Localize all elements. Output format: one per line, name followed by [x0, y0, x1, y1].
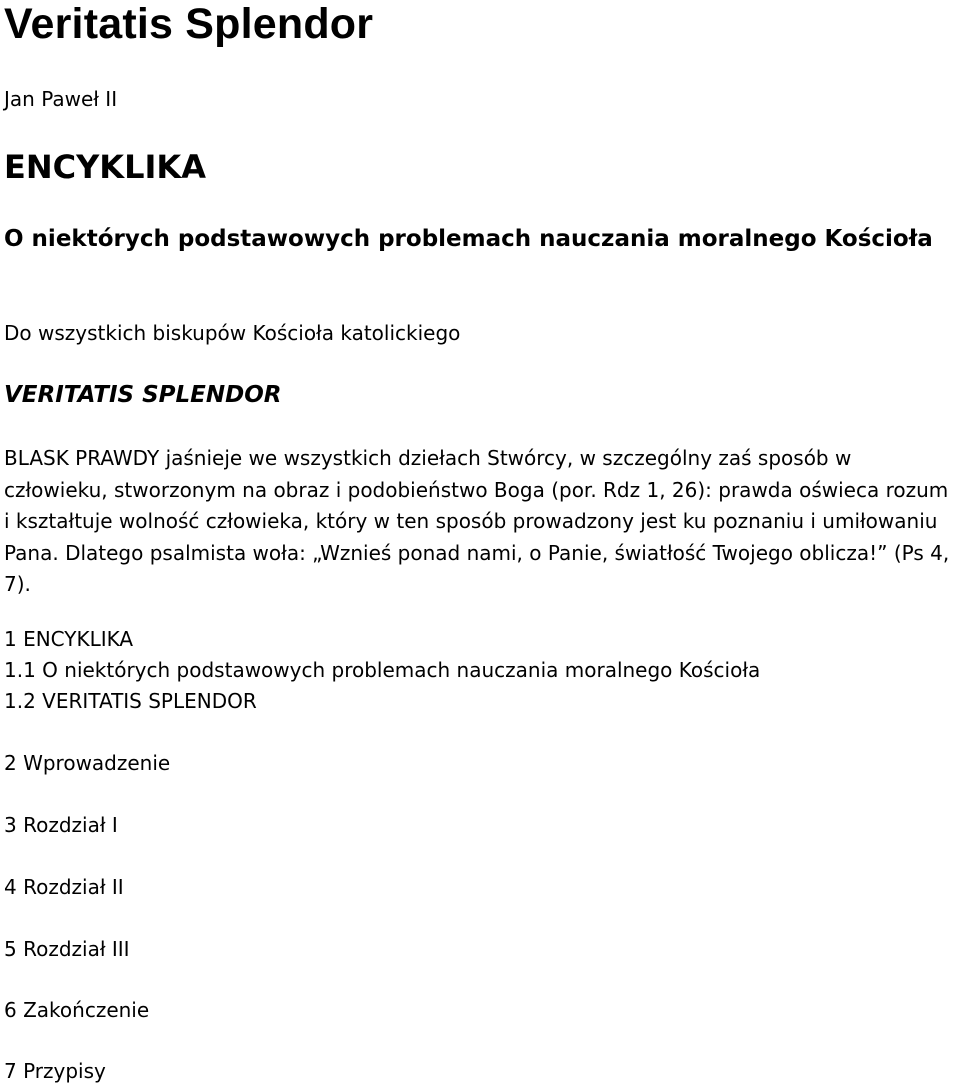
intro-paragraph: BLASK PRAWDY jaśnieje we wszystkich dziełach Stwórcy, w szczególny zaś sposób w człowieku, stworzonym na obraz i podobieństwo Boga (por. Rdz 1, 26): prawda oświeca rozum i kształtuje wolność człowieka, który w ten sposób prowadzony jest ku poznaniu i umiłowaniu Pana. Dlatego psalmista woła: „Wznieś ponad nami, o Panie, światłość Twojego oblicza!” (Ps 4, 7).	[4, 446, 950, 597]
addressee-line: Do wszystkich biskupów Kościoła katolickiego	[4, 321, 461, 345]
toc-item: 3 Rozdział I	[4, 813, 118, 837]
toc-item: 7 Przypisy	[4, 1059, 106, 1083]
italic-title: VERITATIS SPLENDOR	[4, 382, 282, 408]
toc-item: 4 Rozdział II	[4, 875, 124, 899]
toc-item: 2 Wprowadzenie	[4, 751, 171, 775]
toc-item: 6 Zakończenie	[4, 998, 150, 1022]
toc-item: 1.2 VERITATIS SPLENDOR	[4, 689, 257, 713]
document-title: Veritatis Splendor	[4, 0, 374, 48]
toc-item: 1 ENCYKLIKA	[4, 627, 134, 651]
document-subtitle: O niektórych podstawowych problemach nauczania moralnego Kościoła	[4, 226, 933, 252]
encyclical-heading: ENCYKLIKA	[4, 148, 206, 186]
toc-item: 1.1 O niektórych podstawowych problemach nauczania moralnego Kościoła	[4, 658, 761, 682]
toc-item: 5 Rozdział III	[4, 937, 130, 961]
author-name: Jan Paweł II	[4, 87, 118, 111]
